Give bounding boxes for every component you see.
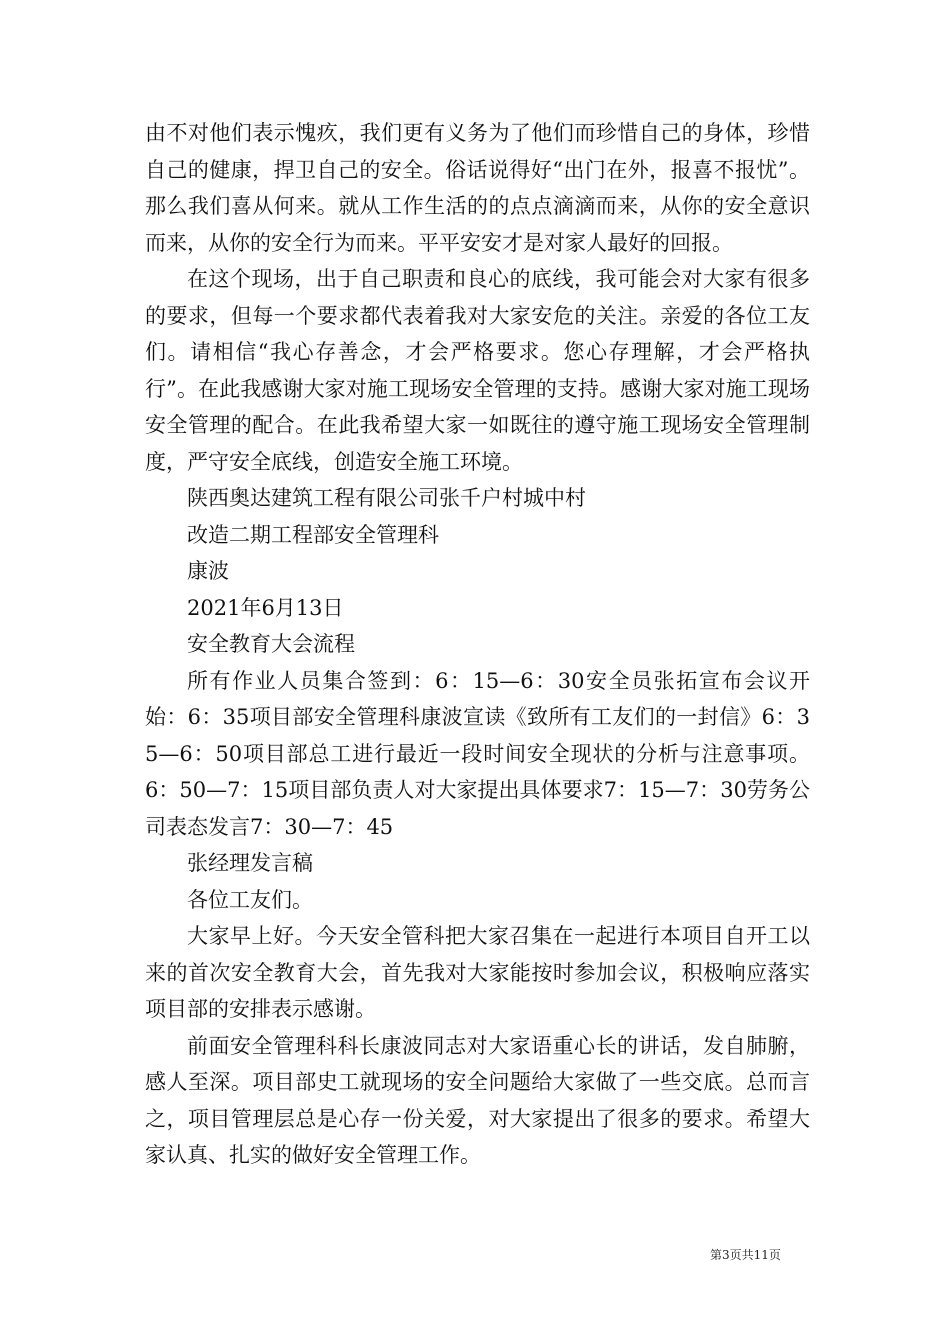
- paragraph-summary: 前面安全管理科科长康波同志对大家语重心长的讲话，发自肺腑，感人至深。项目部史工就现场的安全问题给大家做了一些交底。总而言之，项目管理层总是心存一份关爱，对大家提出了很多的要求。希望大家认真、扎实的做好安全管理工作。: [145, 1033, 810, 1167]
- signature-name: 康波: [187, 559, 229, 583]
- paragraph-site-requirements: 在这个现场，出于自己职责和良心的底线，我可能会对大家有很多的要求，但每一个要求都代表着我对大家安危的关注。亲爱的各位工友们。请相信“我心存善念，才会严格要求。您心存理解，才会严格执行”。在此我感谢大家对施工现场安全管理的支持。感谢大家对施工现场安全管理的配合。在此我希望大家一如既往的遵守施工现场安全管理制度，严守安全底线，创造安全施工环境。: [145, 267, 810, 474]
- speech-salutation: 各位工友们。: [187, 887, 313, 912]
- signature-company: 陕西奥达建筑工程有限公司张千户村城中村: [187, 486, 586, 510]
- paragraph-continuation: 由不对他们表示愧疚，我们更有义务为了他们而珍惜自己的身体，珍惜自己的健康，捍卫自己的安全。俗话说得好“出门在外，报喜不报忧”。那么我们喜从何来。就从工作生活的的点点滴滴而来，从你的安全意识而来，从你的安全行为而来。平平安安才是对家人最好的回报。: [145, 121, 810, 255]
- signature-date: 2021年6月13日: [187, 595, 344, 620]
- signature-department: 改造二期工程部安全管理科: [187, 522, 439, 547]
- section-heading-agenda: 安全教育大会流程: [187, 632, 355, 656]
- section-heading-speech: 张经理发言稿: [187, 851, 313, 875]
- paragraph-agenda: 所有作业人员集合签到：6：15—6：30安全员张拓宣布会议开始：6：35项目部安全管理科康波宣读《致所有工友们的一封信》6：35—6：50项目部总工进行最近一段时间安全现状的分析与注意事项。6：50—7：15项目部负责人对大家提出具体要求7：15—7：30劳务公司表态发言7：30—7：45: [145, 668, 810, 839]
- document-body: [145, 115, 810, 1174]
- page-number: 第3页共11页: [710, 1248, 781, 1262]
- paragraph-greeting: 大家早上好。今天安全管科把大家召集在一起进行本项目自开工以来的首次安全教育大会，首先我对大家能按时参加会议，积极响应落实项目部的安排表示感谢。: [145, 924, 810, 1021]
